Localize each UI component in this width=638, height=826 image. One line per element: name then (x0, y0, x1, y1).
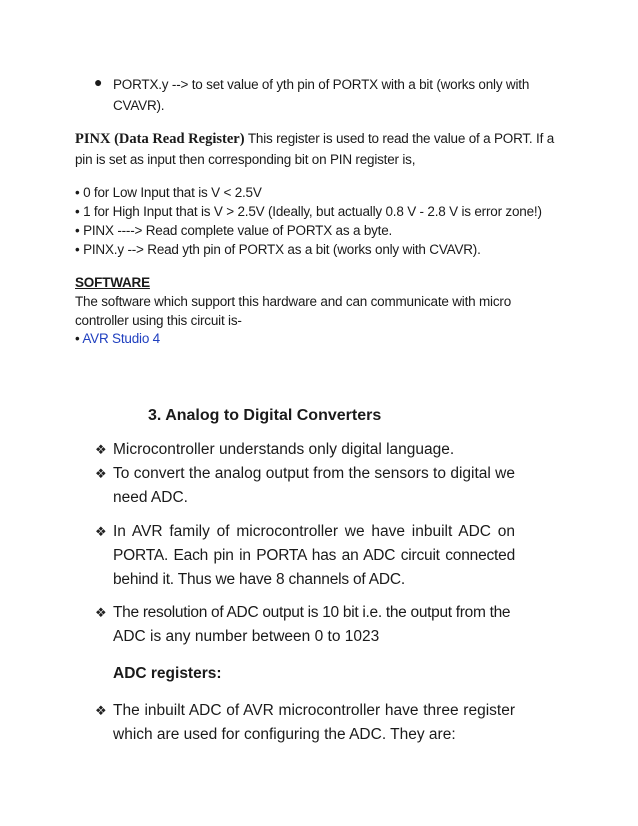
pinx-paragraph-line-2: pin is set as input then corresponding bit on PIN register is, (75, 152, 416, 167)
adc-bullet-5-line-1: The inbuilt ADC of AVR microcontroller have three register (113, 702, 515, 719)
adc-bullet-3-line-2: PORTA. Each pin in PORTA has an ADC circuit connected (113, 547, 515, 564)
software-line-1: The software which support this hardware and can communicate with micro (75, 294, 512, 309)
pinx-line-1-rest: This register is used to read the value of a PORT. If a (244, 131, 554, 146)
diamond-bullet-icon: ❖ (95, 605, 107, 620)
software-line-2: controller using this circuit is- (75, 313, 242, 328)
section-title: 3. Analog to Digital Converters (148, 407, 382, 424)
portx-line-1: PORTX.y --> to set value of yth pin of PORTX with a bit (works only with (113, 77, 530, 92)
pinx-paragraph-line-1 (75, 128, 565, 150)
list-item-text: 0 for Low Input that is V < 2.5V (83, 185, 262, 200)
portx-line-2: CVAVR). (113, 98, 165, 113)
pinx-heading: PINX (Data Read Register) (75, 131, 245, 147)
list-item: • PINX ----> Read complete value of PORTX as a byte. (75, 223, 393, 238)
adc-registers-heading: ADC registers: (113, 665, 222, 682)
list-item-text: PINX ----> Read complete value of PORTX as a byte. (83, 223, 393, 238)
diamond-bullet-icon: ❖ (95, 466, 107, 481)
adc-bullet-4-line-2: ADC is any number between 0 to 1023 (113, 628, 380, 645)
avr-studio-link[interactable]: AVR Studio 4 (82, 331, 160, 346)
adc-bullet-3-line-3: behind it. Thus we have 8 channels of ADC. (113, 571, 406, 588)
adc-bullet-1: Microcontroller understands only digital language. (113, 441, 455, 458)
adc-bullet-2-line-2: need ADC. (113, 489, 188, 506)
adc-bullet-3-line-1: In AVR family of microcontroller we have inbuilt ADC on (113, 523, 515, 540)
software-link-item: • AVR Studio 4 (75, 331, 160, 346)
adc-bullet-4-line-1: The resolution of ADC output is 10 bit i.e. the output from the (113, 604, 511, 621)
list-item: • 1 for High Input that is V > 2.5V (Ideally, but actually 0.8 V - 2.8 V is error zone!) (75, 204, 542, 219)
bullet-dot: ● (94, 76, 103, 91)
software-heading: SOFTWARE (75, 275, 150, 290)
diamond-bullet-icon: ❖ (95, 703, 107, 718)
list-item-text: PINX.y --> Read yth pin of PORTX as a bit (works only with CVAVR). (83, 242, 481, 257)
list-item: • 0 for Low Input that is V < 2.5V (75, 185, 262, 200)
adc-bullet-2-line-1: To convert the analog output from the sensors to digital we (113, 465, 515, 482)
adc-bullet-5-line-2: which are used for configuring the ADC. They are: (113, 726, 456, 743)
list-item: • PINX.y --> Read yth pin of PORTX as a bit (works only with CVAVR). (75, 242, 481, 257)
diamond-bullet-icon: ❖ (95, 524, 107, 539)
list-item-text: 1 for High Input that is V > 2.5V (Ideally, but actually 0.8 V - 2.8 V is error zone!) (83, 204, 542, 219)
diamond-bullet-icon: ❖ (95, 442, 107, 457)
